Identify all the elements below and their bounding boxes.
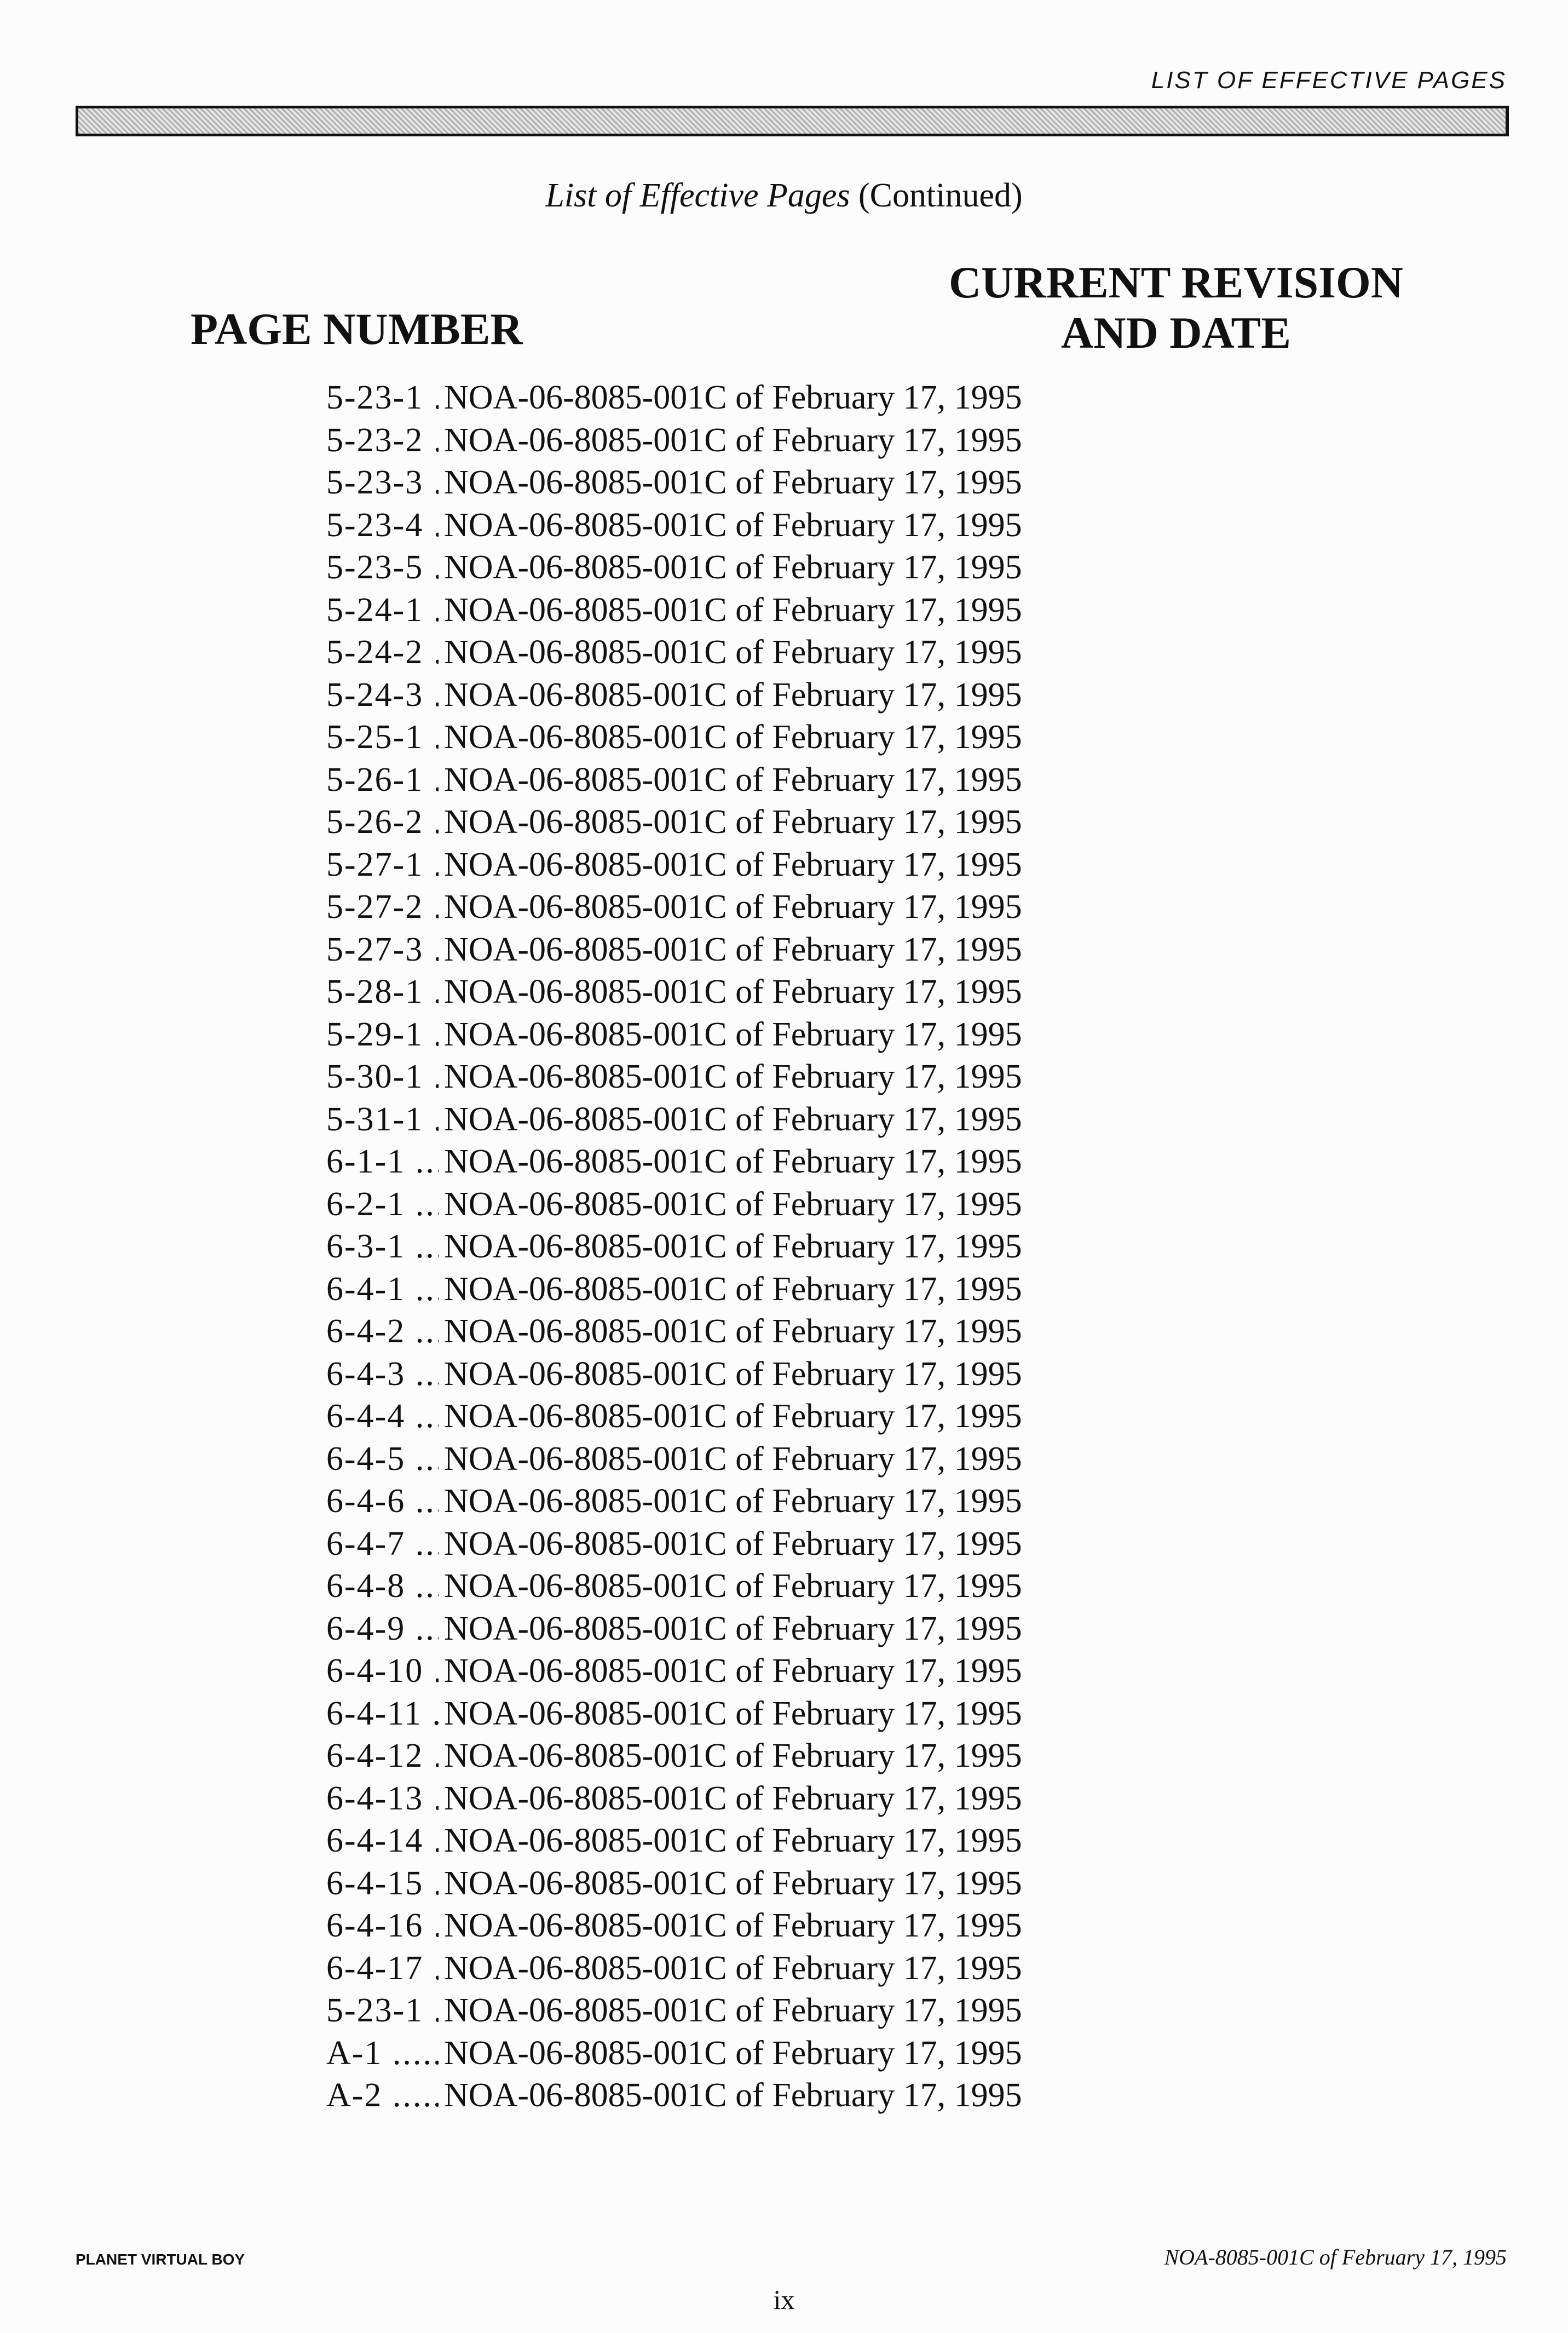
revision-and-date: NOA-06-8085-001C of February 17, 1995	[439, 1353, 1022, 1396]
list-item	[326, 1480, 1507, 1523]
list-item	[326, 1438, 1507, 1481]
list-item	[326, 631, 1507, 674]
page-number: 6-4-16 .....	[326, 1905, 439, 1947]
revision-and-date: NOA-06-8085-001C of February 17, 1995	[439, 1608, 1022, 1651]
page-number: 6-1-1 .....	[326, 1141, 439, 1183]
list-item	[326, 1523, 1507, 1566]
list-item	[326, 1820, 1507, 1863]
column-header-page-number: PAGE NUMBER	[191, 304, 523, 354]
revision-and-date: NOA-06-8085-001C of February 17, 1995	[439, 1778, 1022, 1820]
revision-and-date: NOA-06-8085-001C of February 17, 1995	[439, 1438, 1022, 1481]
effective-pages-list	[326, 377, 1507, 2117]
page-number: 6-4-17 .....	[326, 1947, 439, 1990]
revision-and-date: NOA-06-8085-001C of February 17, 1995	[439, 1820, 1022, 1863]
list-item	[326, 1268, 1507, 1311]
list-item	[326, 2032, 1507, 2075]
revision-and-date: NOA-06-8085-001C of February 17, 1995	[439, 1268, 1022, 1311]
revision-and-date: NOA-06-8085-001C of February 17, 1995	[439, 844, 1022, 887]
list-item	[326, 1099, 1507, 1141]
revision-and-date: NOA-06-8085-001C of February 17, 1995	[439, 504, 1022, 547]
list-item	[326, 886, 1507, 929]
page-number: 6-4-13 .....	[326, 1778, 439, 1820]
revision-and-date: NOA-06-8085-001C of February 17, 1995	[439, 1099, 1022, 1141]
page-number: 6-4-8 .....	[326, 1565, 439, 1608]
revision-and-date: NOA-06-8085-001C of February 17, 1995	[439, 1990, 1022, 2032]
revision-and-date: NOA-06-8085-001C of February 17, 1995	[439, 1014, 1022, 1056]
revision-and-date: NOA-06-8085-001C of February 17, 1995	[439, 2032, 1022, 2075]
page-number: 5-26-1 .....	[326, 759, 439, 802]
list-item	[326, 462, 1507, 504]
page-folio: ix	[773, 2284, 795, 2315]
page-number: 6-4-15 .....	[326, 1863, 439, 1905]
revision-and-date: NOA-06-8085-001C of February 17, 1995	[439, 886, 1022, 929]
revision-and-date: NOA-06-8085-001C of February 17, 1995	[439, 1311, 1022, 1353]
revision-and-date: NOA-06-8085-001C of February 17, 1995	[439, 1183, 1022, 1226]
column-header-revision-line2: AND DATE	[1061, 308, 1291, 358]
page-number: 6-4-10 .....	[326, 1650, 439, 1693]
revision-and-date: NOA-06-8085-001C of February 17, 1995	[439, 1480, 1022, 1523]
revision-and-date: NOA-06-8085-001C of February 17, 1995	[439, 547, 1022, 589]
page-number: 5-23-4 .....	[326, 504, 439, 547]
page-number: 6-4-1 .....	[326, 1268, 439, 1311]
page-number: 6-4-3 .....	[326, 1353, 439, 1396]
page-number: 6-4-14 .....	[326, 1820, 439, 1863]
revision-and-date: NOA-06-8085-001C of February 17, 1995	[439, 1141, 1022, 1183]
page-number: 5-23-1 .....	[326, 377, 439, 420]
revision-and-date: NOA-06-8085-001C of February 17, 1995	[439, 1226, 1022, 1268]
page-number: 5-29-1 .....	[326, 1014, 439, 1056]
page-number: 5-23-3 .....	[326, 462, 439, 504]
revision-and-date: NOA-06-8085-001C of February 17, 1995	[439, 589, 1022, 632]
subtitle-italic: List of Effective Pages	[545, 177, 850, 214]
list-item	[326, 844, 1507, 887]
page-number: 6-4-2 .....	[326, 1311, 439, 1353]
list-item	[326, 1014, 1507, 1056]
list-item	[326, 1693, 1507, 1736]
revision-and-date: NOA-06-8085-001C of February 17, 1995	[439, 1863, 1022, 1905]
column-header-revision	[902, 257, 1450, 358]
list-item	[326, 547, 1507, 589]
list-item	[326, 589, 1507, 632]
list-item	[326, 2075, 1507, 2117]
list-item	[326, 504, 1507, 547]
page-number: 5-24-2 .....	[326, 631, 439, 674]
revision-and-date: NOA-06-8085-001C of February 17, 1995	[439, 1565, 1022, 1608]
list-item	[326, 1735, 1507, 1778]
page-number: 6-3-1 .....	[326, 1226, 439, 1268]
revision-and-date: NOA-06-8085-001C of February 17, 1995	[439, 929, 1022, 972]
list-item	[326, 1311, 1507, 1353]
header-rule-bar	[76, 106, 1509, 136]
list-item	[326, 1183, 1507, 1226]
list-item	[326, 1863, 1507, 1905]
list-item	[326, 1395, 1507, 1438]
page-number: 5-31-1 .....	[326, 1099, 439, 1141]
page-number: A-1 .....	[326, 2032, 439, 2075]
list-item	[326, 1778, 1507, 1820]
revision-and-date: NOA-06-8085-001C of February 17, 1995	[439, 2075, 1022, 2117]
page-number: A-2 .....	[326, 2075, 439, 2117]
page-number: 6-4-7 .....	[326, 1523, 439, 1566]
page-number: 5-30-1 .....	[326, 1056, 439, 1099]
page-number: 5-23-5 .....	[326, 547, 439, 589]
revision-and-date: NOA-06-8085-001C of February 17, 1995	[439, 420, 1022, 462]
revision-and-date: NOA-06-8085-001C of February 17, 1995	[439, 1693, 1022, 1736]
page-number: 6-4-12 .....	[326, 1735, 439, 1778]
revision-and-date: NOA-06-8085-001C of February 17, 1995	[439, 462, 1022, 504]
list-item	[326, 1141, 1507, 1183]
page-number: 5-24-3 .....	[326, 674, 439, 717]
footer-publication-name: PLANET VIRTUAL BOY	[76, 2251, 245, 2268]
page-subtitle	[0, 176, 1568, 215]
list-item	[326, 1990, 1507, 2032]
list-item	[326, 759, 1507, 802]
list-item	[326, 377, 1507, 420]
subtitle-continued: (Continued)	[858, 177, 1023, 214]
page-number: 6-2-1 .....	[326, 1183, 439, 1226]
page-number: 5-24-1 .....	[326, 589, 439, 632]
list-item	[326, 420, 1507, 462]
list-item	[326, 1650, 1507, 1693]
page-number: 5-26-2 .....	[326, 801, 439, 844]
list-item	[326, 674, 1507, 717]
page-number: 5-27-1 .....	[326, 844, 439, 887]
revision-and-date: NOA-06-8085-001C of February 17, 1995	[439, 801, 1022, 844]
list-item	[326, 929, 1507, 972]
running-head: LIST OF EFFECTIVE PAGES	[1151, 67, 1507, 94]
revision-and-date: NOA-06-8085-001C of February 17, 1995	[439, 1650, 1022, 1693]
column-header-revision-line1: CURRENT REVISION	[948, 257, 1404, 307]
page-number: 6-4-5 .....	[326, 1438, 439, 1481]
page-number: 6-4-9 .....	[326, 1608, 439, 1651]
page-number: 5-23-2 .....	[326, 420, 439, 462]
list-item	[326, 1226, 1507, 1268]
revision-and-date: NOA-06-8085-001C of February 17, 1995	[439, 1395, 1022, 1438]
page-number: 5-25-1 .....	[326, 716, 439, 759]
footer-document-number: NOA-8085-001C of February 17, 1995	[1164, 2245, 1507, 2269]
revision-and-date: NOA-06-8085-001C of February 17, 1995	[439, 1905, 1022, 1947]
list-item	[326, 1565, 1507, 1608]
page-number: 6-4-4 .....	[326, 1395, 439, 1438]
revision-and-date: NOA-06-8085-001C of February 17, 1995	[439, 716, 1022, 759]
revision-and-date: NOA-06-8085-001C of February 17, 1995	[439, 631, 1022, 674]
list-item	[326, 1353, 1507, 1396]
revision-and-date: NOA-06-8085-001C of February 17, 1995	[439, 1947, 1022, 1990]
page-number: 5-23-1 .....	[326, 1990, 439, 2032]
list-item	[326, 716, 1507, 759]
page-number: 5-27-2 .....	[326, 886, 439, 929]
page-number: 5-27-3 .....	[326, 929, 439, 972]
list-item	[326, 1905, 1507, 1947]
list-item	[326, 1947, 1507, 1990]
revision-and-date: NOA-06-8085-001C of February 17, 1995	[439, 759, 1022, 802]
list-item	[326, 801, 1507, 844]
revision-and-date: NOA-06-8085-001C of February 17, 1995	[439, 1735, 1022, 1778]
revision-and-date: NOA-06-8085-001C of February 17, 1995	[439, 377, 1022, 420]
revision-and-date: NOA-06-8085-001C of February 17, 1995	[439, 674, 1022, 717]
page-number: 6-4-11 .....	[326, 1693, 439, 1736]
page-number: 5-28-1 .....	[326, 971, 439, 1014]
revision-and-date: NOA-06-8085-001C of February 17, 1995	[439, 971, 1022, 1014]
page-number: 6-4-6 .....	[326, 1480, 439, 1523]
list-item	[326, 1608, 1507, 1651]
revision-and-date: NOA-06-8085-001C of February 17, 1995	[439, 1056, 1022, 1099]
revision-and-date: NOA-06-8085-001C of February 17, 1995	[439, 1523, 1022, 1566]
list-item	[326, 971, 1507, 1014]
list-item	[326, 1056, 1507, 1099]
